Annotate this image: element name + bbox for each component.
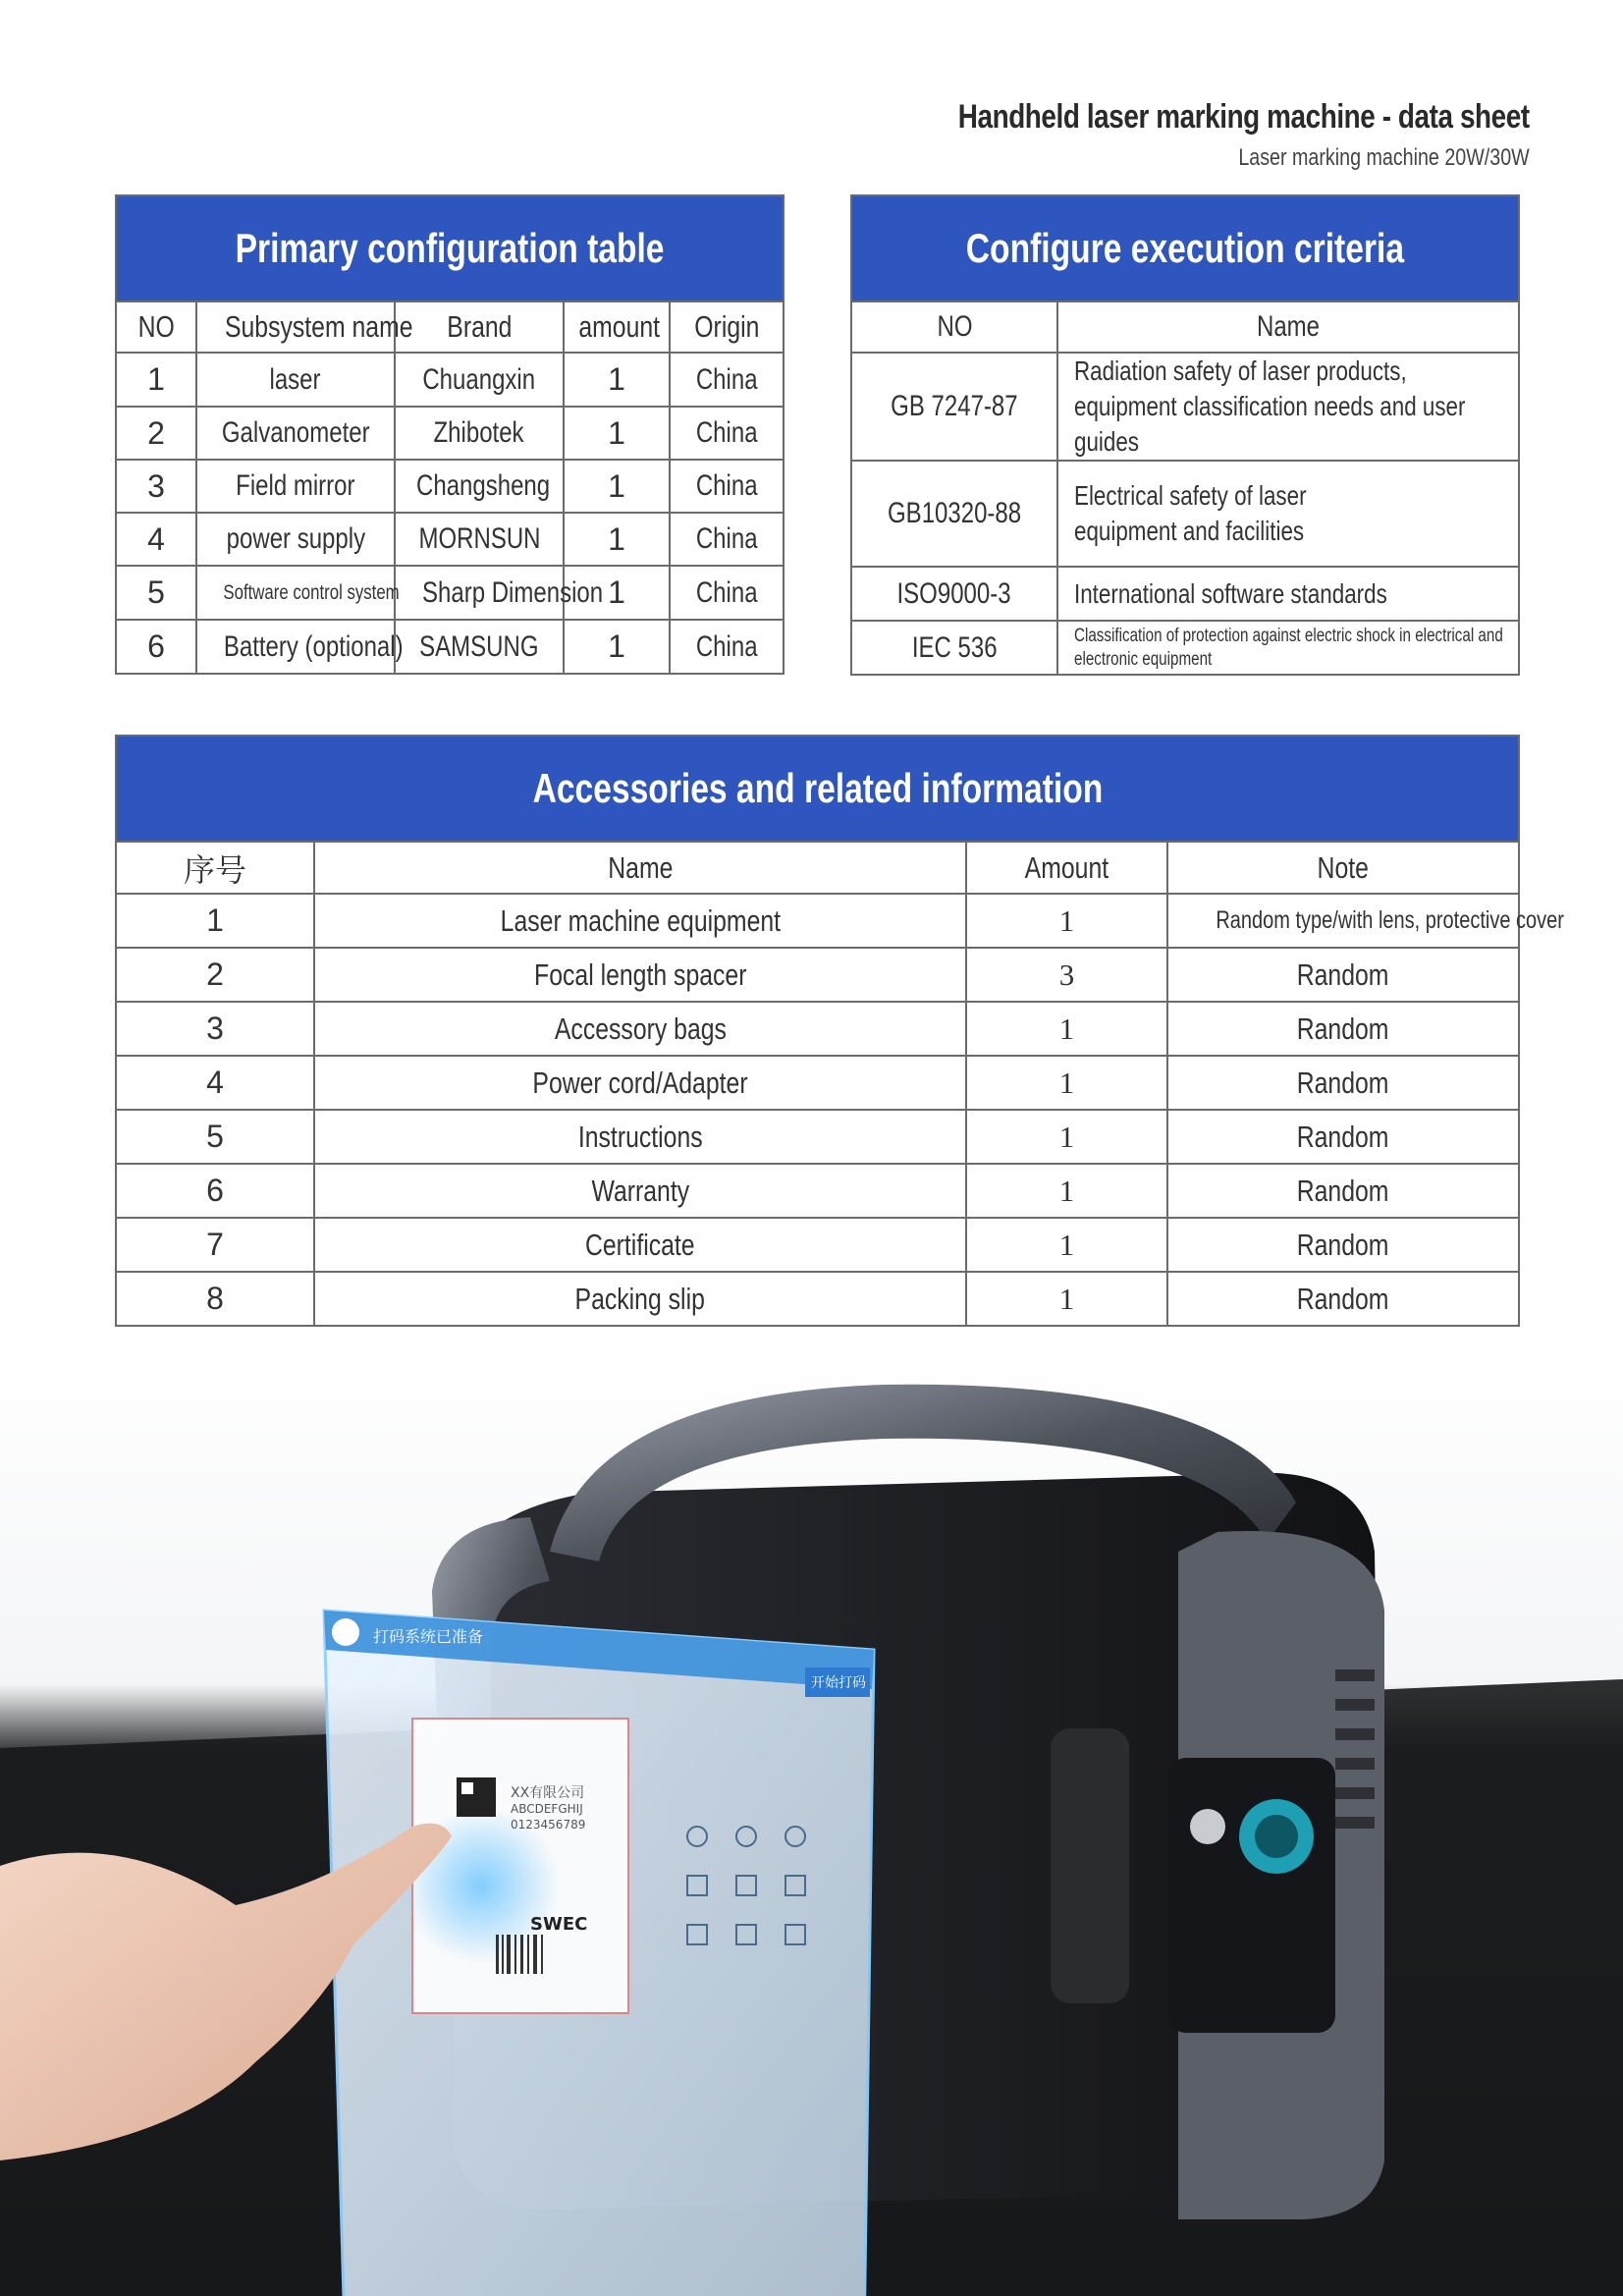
row-number: 4 (116, 513, 196, 566)
start-marking-button: 开始打码 (811, 1675, 866, 1691)
standard-name: International software standards (1057, 567, 1519, 621)
table-header-row (116, 842, 1519, 894)
column-header: 序号 (116, 842, 314, 894)
item-amount: 1 (966, 1272, 1167, 1326)
amount-cell: 1 (564, 513, 670, 566)
item-amount: 1 (966, 1164, 1167, 1218)
table-row (116, 566, 784, 620)
brand-cell: Zhibotek (395, 407, 564, 460)
sample-code: ABCDEFGHIJ (511, 1802, 583, 1816)
subsystem-cell: Field mirror (196, 460, 395, 513)
item-amount: 1 (966, 894, 1167, 948)
column-header: NO (116, 301, 196, 353)
item-note: Random (1167, 1056, 1519, 1110)
screen-header: 打码系统已准备 (373, 1627, 484, 1646)
row-number: 1 (116, 894, 314, 948)
execution-criteria-table (850, 194, 1520, 676)
amount-cell: 1 (564, 353, 670, 407)
column-header: amount (564, 301, 670, 353)
item-note: Random (1167, 1164, 1519, 1218)
table-row (116, 1164, 1519, 1218)
standard-code: GB 7247-87 (851, 353, 1057, 461)
standard-code: IEC 536 (851, 621, 1057, 675)
subsystem-cell: Galvanometer (196, 407, 395, 460)
row-number: 5 (116, 566, 196, 620)
item-name: Warranty (314, 1164, 966, 1218)
amount-cell: 1 (564, 407, 670, 460)
table-row (116, 1272, 1519, 1326)
check-icon (332, 1618, 359, 1646)
table-row (116, 1110, 1519, 1164)
table-row (116, 407, 784, 460)
primary-table-title: Primary configuration table (116, 195, 784, 301)
standard-name: Classification of protection against electric shock in electrical and electronic equipment (1057, 621, 1519, 675)
sample-number: 0123456789 (511, 1818, 586, 1831)
table-row (116, 1002, 1519, 1056)
column-header: NO (851, 301, 1057, 353)
subsystem-cell: Battery (optional) (196, 620, 395, 674)
row-number: 7 (116, 1218, 314, 1272)
brand-cell: Chuangxin (395, 353, 564, 407)
item-name: Laser machine equipment (314, 894, 966, 948)
item-name: Certificate (314, 1218, 966, 1272)
accessories-table (115, 735, 1564, 1327)
table-row (851, 353, 1519, 461)
touch-screen-ui (324, 1611, 874, 2296)
amount-cell: 1 (564, 620, 670, 674)
product-illustration (0, 1355, 1623, 2296)
amount-cell: 1 (564, 566, 670, 620)
table-row (116, 620, 784, 674)
row-number: 6 (116, 620, 196, 674)
subsystem-cell: laser (196, 353, 395, 407)
row-number: 6 (116, 1164, 314, 1218)
subsystem-cell: Software control system (196, 566, 395, 620)
sample-text: XX有限公司 (511, 1785, 585, 1801)
item-name: Focal length spacer (314, 948, 966, 1002)
item-name: Accessory bags (314, 1002, 966, 1056)
standard-code: GB10320-88 (851, 461, 1057, 567)
column-header: Note (1167, 842, 1519, 894)
row-number: 2 (116, 948, 314, 1002)
document-title: Handheld laser marking machine - data sheet (958, 98, 1530, 136)
item-note: Random (1167, 1218, 1519, 1272)
amount-cell: 1 (564, 460, 670, 513)
item-amount: 1 (966, 1110, 1167, 1164)
row-number: 3 (116, 460, 196, 513)
brand-cell: MORNSUN (395, 513, 564, 566)
row-number: 1 (116, 353, 196, 407)
item-name: Instructions (314, 1110, 966, 1164)
subsystem-cell: power supply (196, 513, 395, 566)
power-button-icon (1190, 1809, 1225, 1844)
document-header (833, 98, 1530, 172)
item-amount: 3 (966, 948, 1167, 1002)
standard-code: ISO9000-3 (851, 567, 1057, 621)
criteria-table-title: Configure execution criteria (851, 195, 1519, 301)
row-number: 5 (116, 1110, 314, 1164)
standard-name: Electrical safety of laser equipment and facilities (1057, 461, 1519, 567)
column-header: Origin (670, 301, 784, 353)
brand-cell: SAMSUNG (395, 620, 564, 674)
table-row (851, 567, 1519, 621)
table-row (116, 460, 784, 513)
brand-cell: Changsheng (395, 460, 564, 513)
column-header: Name (314, 842, 966, 894)
row-number: 3 (116, 1002, 314, 1056)
origin-cell: China (670, 620, 784, 674)
item-note: Random (1167, 948, 1519, 1002)
origin-cell: China (670, 566, 784, 620)
document-subtitle: Laser marking machine 20W/30W (1238, 144, 1530, 171)
row-number: 2 (116, 407, 196, 460)
row-number: 8 (116, 1272, 314, 1326)
standard-name: Radiation safety of laser products, equipment classification needs and user guides (1057, 353, 1519, 461)
item-name: Power cord/Adapter (314, 1056, 966, 1110)
table-header-row (851, 301, 1519, 353)
brand-cell: Sharp Dimension (395, 566, 564, 620)
item-amount: 1 (966, 1218, 1167, 1272)
origin-cell: China (670, 513, 784, 566)
item-amount: 1 (966, 1056, 1167, 1110)
origin-cell: China (670, 407, 784, 460)
item-note: Random (1167, 1272, 1519, 1326)
column-header: Name (1057, 301, 1519, 353)
table-header-row (116, 301, 784, 353)
table-row (116, 894, 1519, 948)
item-note: Random (1167, 1110, 1519, 1164)
table-row (116, 1218, 1519, 1272)
origin-cell: China (670, 353, 784, 407)
column-header: Brand (395, 301, 564, 353)
table-row (851, 461, 1519, 567)
table-row (116, 353, 784, 407)
column-header: Subsystem name (196, 301, 395, 353)
table-row (851, 621, 1519, 675)
item-name: Packing slip (314, 1272, 966, 1326)
table-row (116, 1056, 1519, 1110)
accessories-table-title: Accessories and related information (116, 736, 1519, 842)
brand-logo: SWEC (530, 1914, 588, 1935)
item-note: Random (1167, 1002, 1519, 1056)
table-row (116, 948, 1519, 1002)
table-row (116, 513, 784, 566)
origin-cell: China (670, 460, 784, 513)
item-amount: 1 (966, 1002, 1167, 1056)
column-header: Amount (966, 842, 1167, 894)
qr-code (457, 1777, 496, 1817)
row-number: 4 (116, 1056, 314, 1110)
primary-configuration-table (115, 194, 784, 675)
item-note: Random type/with lens, protective cover (1167, 894, 1519, 948)
